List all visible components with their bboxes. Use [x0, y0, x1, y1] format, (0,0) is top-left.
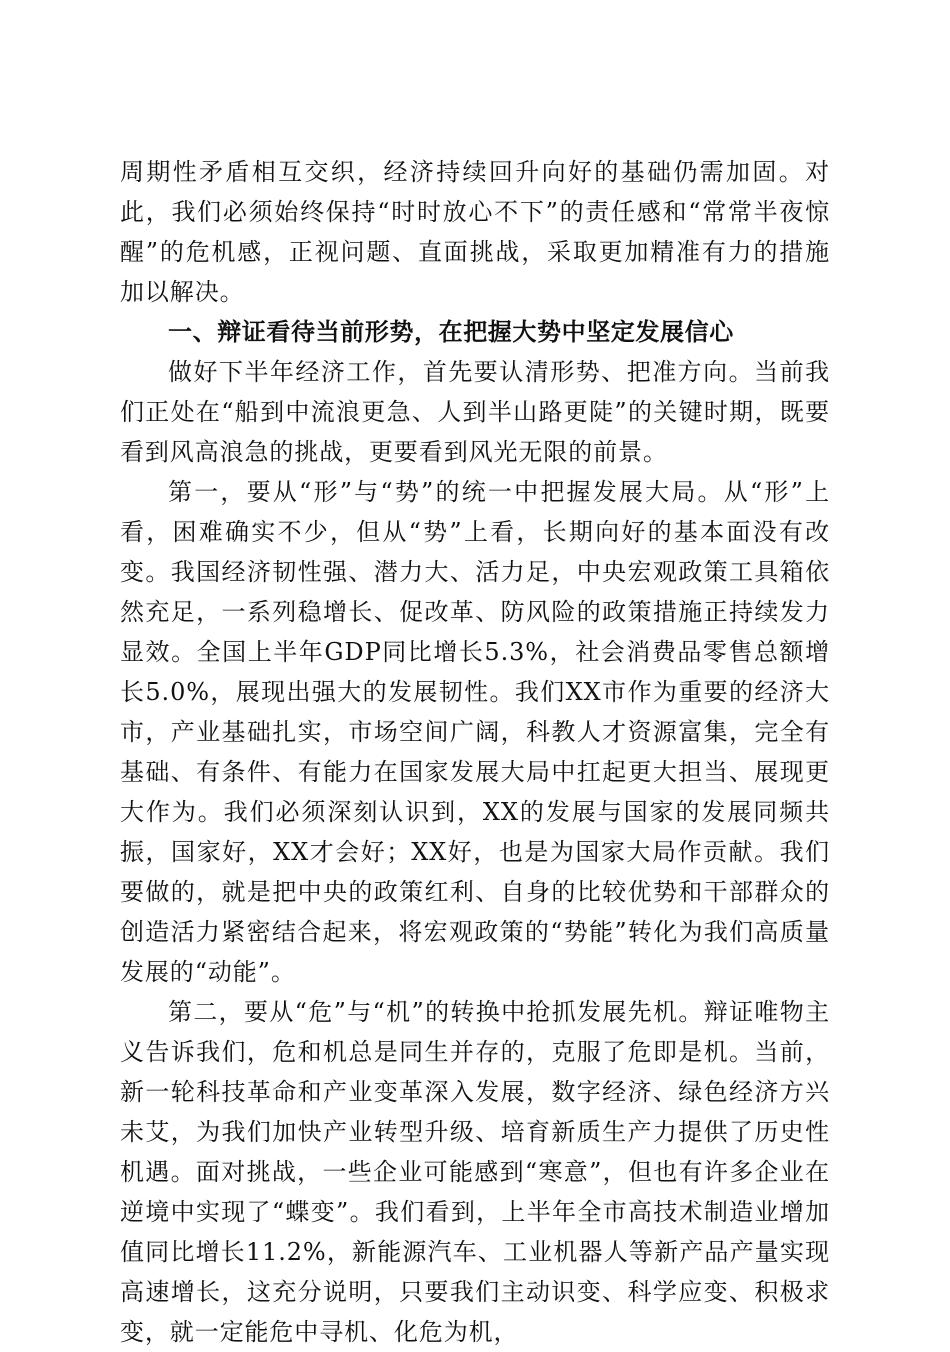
paragraph-point-one: 第一，要从“形”与“势”的统一中把握发展大局。从“形”上看，困难确实不少，但从“势”上看，长期向好的基本面没有改变。我国经济韧性强、潜力大、活力足，中央宏观政策工具箱依然充足，一系列稳增长、促改革、防风险的政策措施正持续发力显效。全国上半年GDP同比增长5.3%，社会消费品零售总额增长5.0%，展现出强大的发展韧性。我们XX市作为重要的经济大市，产业基础扎实，市场空间广阔，科教人才资源富集，完全有基础、有条件、有能力在国家发展大局中扛起更大担当、展现更大作为。我们必须深刻认识到，XX的发展与国家的发展同频共振，国家好，XX才会好；XX好，也是为国家大局作贡献。我们要做的，就是把中央的政策红利、自身的比较优势和干部群众的创造活力紧密结合起来，将宏观政策的“势能”转化为我们高质量发展的“动能”。 [120, 478, 830, 986]
section-heading: 一、辩证看待当前形势，在把握大势中坚定发展信心 [168, 318, 734, 346]
paragraph-continuation: 周期性矛盾相互交织，经济持续回升向好的基础仍需加固。对此，我们必须始终保持“时时放心不下”的责任感和“常常半夜惊醒”的危机感，正视问题、直面挑战，采取更加精准有力的措施加以解决。 [120, 158, 830, 306]
document-body [120, 152, 830, 1352]
paragraph-intro: 做好下半年经济工作，首先要认清形势、把准方向。当前我们正处在“船到中流浪更急、人到半山路更陡”的关键时期，既要看到风高浪急的挑战，更要看到风光无限的前景。 [120, 358, 830, 466]
paragraph-point-two: 第二，要从“危”与“机”的转换中抢抓发展先机。辩证唯物主义告诉我们，危和机总是同生并存的，克服了危即是机。当前，新一轮科技革命和产业变革深入发展，数字经济、绿色经济方兴未艾，为我们加快产业转型升级、培育新质生产力提供了历史性机遇。面对挑战，一些企业可能感到“寒意”，但也有许多企业在逆境中实现了“蝶变”。我们看到，上半年全市高技术制造业增加值同比增长11.2%，新能源汽车、工业机器人等新产品产量实现高速增长，这充分说明，只要我们主动识变、科学应变、积极求变，就一定能危中寻机、化危为机， [120, 998, 830, 1346]
